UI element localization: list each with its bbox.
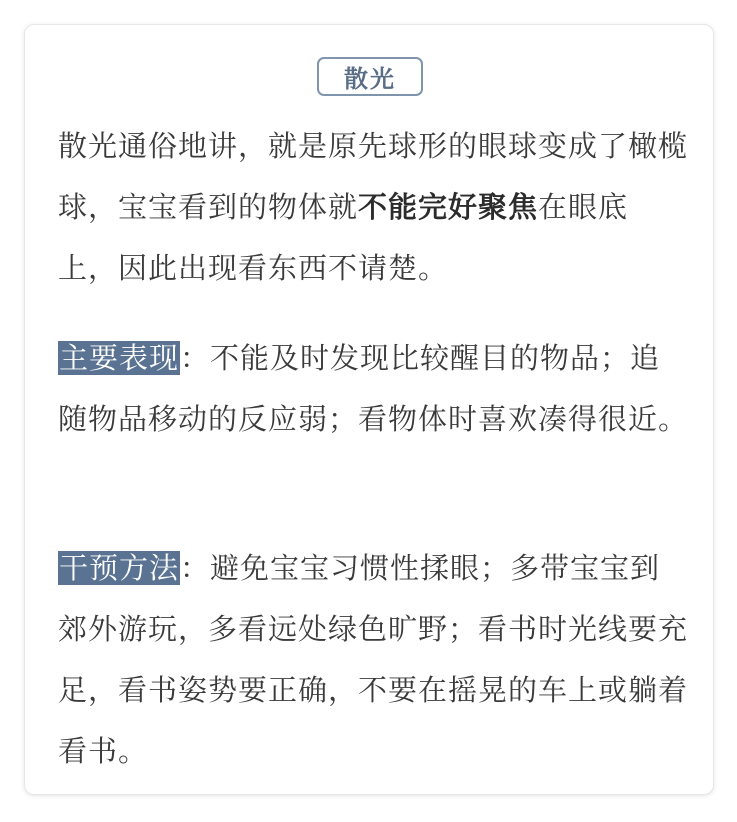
intro-text-start: 散光通俗地讲，就是原先球形的眼球变成了橄榄球，宝宝看到的物体就	[58, 129, 689, 224]
section-title: 散光	[317, 57, 423, 96]
intro-emphasis: 不能完好聚焦	[358, 190, 539, 224]
symptoms-text: ：不能及时发现比较醒目的物品；追随物品移动的反应弱；看物体时喜欢凑得很近。	[58, 341, 689, 436]
paragraph-symptoms	[58, 328, 688, 450]
intervention-text: ：避免宝宝习惯性揉眼；多带宝宝到郊外游玩，多看远处绿色旷野；看书时光线要充足，看书姿势要正确，不要在摇晃的车上或躺着看书。	[58, 551, 689, 768]
intervention-label: 干预方法	[59, 551, 180, 585]
intro-text-end: 在眼底上，因此出现看东西不请楚。	[58, 190, 629, 285]
symptoms-label: 主要表现	[59, 341, 180, 375]
paragraph-intro	[58, 116, 688, 299]
paragraph-intervention	[58, 538, 688, 782]
